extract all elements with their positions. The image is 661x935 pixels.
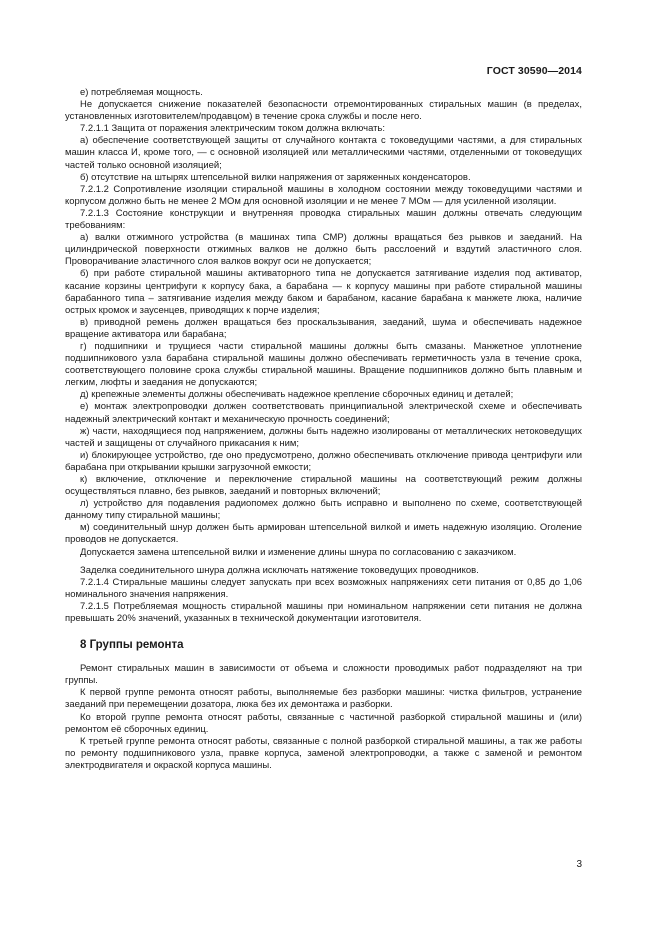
standard-header: ГОСТ 30590—2014 xyxy=(486,65,582,77)
paragraph: в) приводной ремень должен вращаться без проскальзывания, заеданий, шума и обеспечивать надежное вращение активатора или барабана; xyxy=(65,316,582,340)
page-number: 3 xyxy=(576,859,582,870)
paragraph: 7.2.1.1 Защита от поражения электрическим током должна включать: xyxy=(80,123,385,135)
paragraph: е) монтаж электропроводки должен соответствовать принципиальной электрической схеме и обеспечивать надежный электрический контакт и механическую прочность соединений; xyxy=(65,401,582,425)
paragraph: б) при работе стиральной машины активаторного типа не допускается затягивание изделия под активатор, касание корзины центрифуги к корпусу бака, а барабана — к корпусу машины при работе стиральной машины барабанного типа – затягивание изделия между баком и барабаном, касание барабана к манжете люка, наличие острых кромок и заусенцев, приводящих к порче изделия; xyxy=(65,268,582,316)
paragraph: е) потребляемая мощность. xyxy=(80,87,203,98)
paragraph: а) валки отжимного устройства (в машинах типа СМР) должны вращаться без рывков и заеданий. На цилиндрической поверхности отжимных валков не должно быть расслоений и вздутий эластичного слоя. Проворачивание эластичного слоя валков вокруг оси не допускается; xyxy=(65,232,582,268)
paragraph: ж) части, находящиеся под напряжением, должны быть надежно изолированы от металлических нетоковедущих частей и защищены от случайного прикасания к ним; xyxy=(65,425,582,449)
paragraph: б) отсутствие на штырях штепсельной вилки напряжения от заряженных конденсаторов. xyxy=(80,171,471,183)
document-body xyxy=(65,87,582,772)
paragraph: Ко второй группе ремонта относят работы, связанные с частичной разборкой стиральной машины и (или) ремонтом её сборочных единиц. xyxy=(65,711,582,735)
paragraph: 7.2.1.5 Потребляемая мощность стиральной машины при номинальном напряжении сети питания не должна превышать 20% значений, указанных в технической документации изготовителя. xyxy=(65,600,582,625)
paragraph: м) соединительный шнур должен быть армирован штепсельной вилкой и иметь надежную изоляцию. Оголение проводов не допускается. xyxy=(65,522,582,546)
paragraph: 7.2.1.3 Состояние конструкции и внутренняя проводка стиральных машин должны отвечать следующим требованиям: xyxy=(65,207,582,232)
paragraph: 7.2.1.4 Стиральные машины следует запускать при всех возможных напряжениях сети питания от 0,85 до 1,06 номинального значения напряжения. xyxy=(65,576,582,600)
paragraph: л) устройство для подавления радиопомех должно быть исправно и выполнено по схеме, соответствующей данному типу стиральной машины; xyxy=(65,498,582,522)
paragraph: Допускается замена штепсельной вилки и изменение длины шнура по согласованию с заказчиком. xyxy=(80,546,517,558)
paragraph: и) блокирующее устройство, где оно предусмотрено, должно обеспечивать отключение привода центрифуги или барабана при открывании крышки загрузочной емкости; xyxy=(65,449,582,473)
paragraph: а) обеспечение соответствующей защиты от случайного контакта с токоведущими частями, а для стиральных машин класса И, кроме того, — с основной изоляцией или металлическими частями, отделенными от токоведущих частей только основной изоляцией; xyxy=(65,135,582,171)
paragraph: Ремонт стиральных машин в зависимости от объема и сложности проводимых работ подразделяют на три группы. xyxy=(65,663,582,687)
paragraph: К первой группе ремонта относят работы, выполняемые без разборки машины: чистка фильтров, устранение заеданий при перемещении дозатора, люка без их демонтажа и разборки. xyxy=(65,687,582,711)
section-heading: 8 Группы ремонта xyxy=(80,639,184,652)
paragraph: 7.2.1.2 Сопротивление изоляции стиральной машины в холодном состоянии между токоведущими частями и корпусом должно быть не менее 2 МОм для основной изоляции и не менее 7 МОм — для усиленной изоляции. xyxy=(65,183,582,207)
paragraph: Заделка соединительного шнура должна исключать натяжение токоведущих проводников. xyxy=(80,564,479,576)
clause-list-before xyxy=(65,87,582,559)
paragraph: г) подшипники и трущиеся части стиральной машины должны быть смазаны. Манжетное уплотнение подшипникового узла барабана стиральной машины должно обеспечивать герметичность узла в течение срока, соответствующего половине срока службы стиральной машины. Вращение подшипников должно быть плавным и легким, люфты и заедания не допускаются; xyxy=(65,340,582,389)
paragraph: д) крепежные элементы должны обеспечивать надежное крепление сборочных единиц и деталей; xyxy=(80,389,514,401)
paragraph: К третьей группе ремонта относят работы, связанные с полной разборкой стиральной машины, а так же работы по ремонту подшипникового узла, правке корпуса, заменой электропроводки, а также с заменой и ремонтом электродвигателя и окраской корпуса машины. xyxy=(65,735,582,771)
paragraph: к) включение, отключение и переключение стиральной машины на соответствующий режим должны осуществляться плавно, без рывков, заеданий и повторных включений; xyxy=(65,474,582,498)
paragraph: Не допускается снижение показателей безопасности отремонтированных стиральных машин (в пределах, установленных изготовителем/продавцом) в течение срока службы и после него. xyxy=(65,99,582,123)
